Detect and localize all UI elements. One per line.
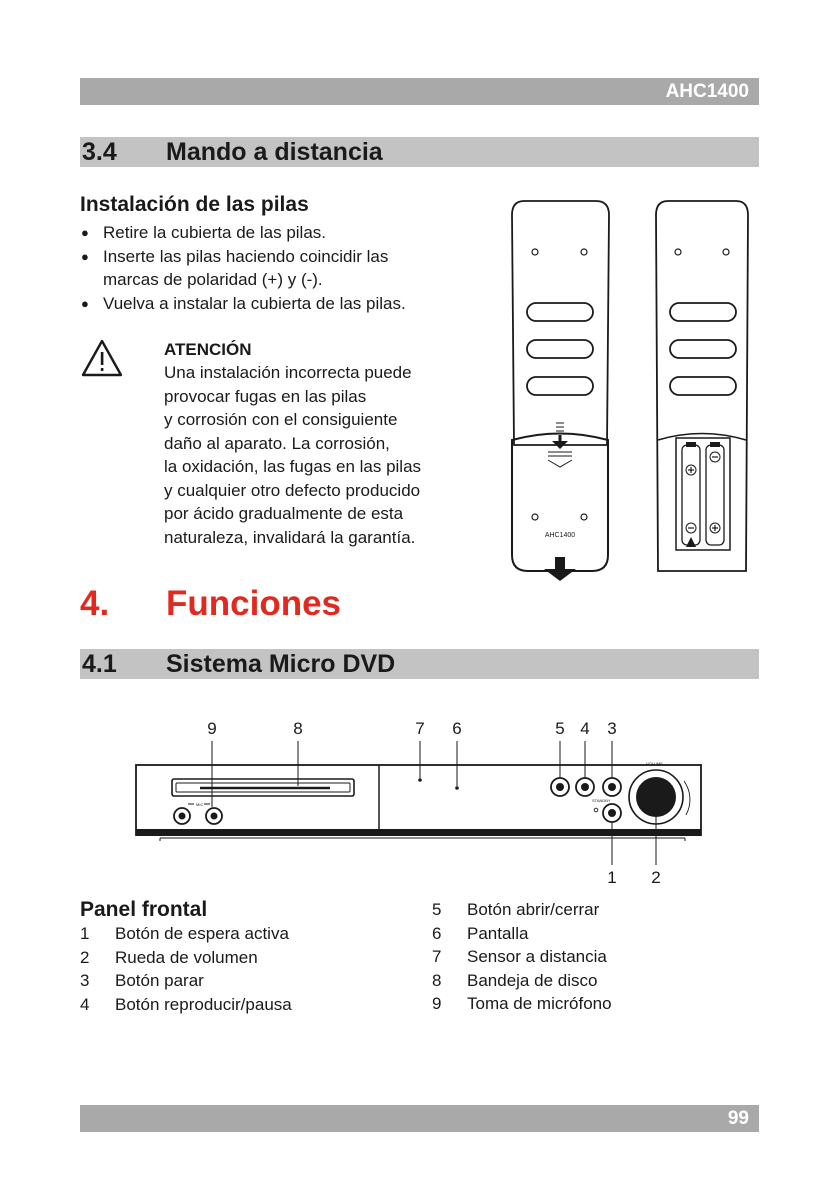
step-item: ● Inserte las pilas haciendo coincidir las: [80, 245, 406, 269]
polarity-marks: [688, 457, 718, 531]
legend-number: 1: [80, 924, 90, 943]
section-4-1-heading: [80, 649, 759, 679]
remote-battery-illustration: [500, 195, 760, 585]
chapter-number: 4.: [80, 584, 110, 623]
section-title: Mando a distancia: [166, 138, 383, 166]
legend-label: Botón parar: [115, 971, 204, 990]
mic-label: MIC: [196, 802, 204, 807]
legend-number: 4: [80, 994, 90, 1014]
device-body: [136, 765, 701, 841]
warning-heading: ATENCIÓN: [164, 340, 252, 359]
page-number: 99: [727, 1108, 749, 1129]
warning-line: naturaleza, invalidará la garantía.: [164, 527, 416, 547]
legend-label: Botón reproducir/pausa: [115, 994, 292, 1014]
warning-line: y corrosión con el consiguiente: [164, 410, 398, 429]
callout-9: 9: [207, 719, 217, 738]
legend-label: Botón abrir/cerrar: [467, 900, 600, 919]
standby-label: STANDBY: [592, 798, 611, 803]
legend-number: 3: [80, 971, 90, 990]
battery-contact: [686, 442, 696, 447]
battery-steps-list: [80, 221, 406, 315]
chapter-title: Funciones: [166, 584, 342, 623]
callout-3: 3: [607, 719, 617, 738]
warning-text: [164, 361, 484, 549]
model-name: AHC1400: [665, 81, 749, 102]
warning-line: por ácido gradualmente de esta: [164, 504, 404, 523]
callout-2: 2: [651, 868, 661, 887]
remote-front-illustration: [512, 201, 609, 571]
volume-label: VOLUME: [646, 761, 663, 766]
section-number: 3.4: [82, 138, 117, 166]
callout-7: 7: [415, 719, 425, 738]
section-number: 4.1: [82, 650, 117, 678]
step-item-continuation: marcas de polaridad (+) y (-).: [103, 270, 323, 289]
legend-number: 2: [80, 947, 90, 967]
warning-triangle-icon: [80, 338, 124, 378]
front-panel-heading: Panel frontal: [80, 898, 208, 921]
legend-label: Rueda de volumen: [115, 947, 258, 967]
footer-bar: [80, 1105, 759, 1132]
battery-spring: [686, 537, 696, 547]
battery-install-heading: Instalación de las pilas: [80, 193, 309, 216]
legend-number: 5: [432, 900, 442, 919]
legend-number: 6: [432, 923, 442, 943]
legend-label: Pantalla: [467, 923, 529, 943]
step-item: ● Vuelva a instalar la cubierta de las pilas.: [80, 292, 406, 316]
legend-label: Sensor a distancia: [467, 947, 607, 966]
section-title: Sistema Micro DVD: [166, 650, 396, 678]
legend-number: 7: [432, 947, 442, 966]
warning-line: provocar fugas en las pilas: [164, 386, 367, 406]
callout-5: 5: [555, 719, 565, 738]
header-bar: [80, 78, 759, 105]
slide-arrow-head: [544, 569, 576, 581]
legend-number: 8: [432, 970, 442, 990]
legend-number: 9: [432, 994, 442, 1013]
warning-line: la oxidación, las fugas en las pilas: [164, 457, 422, 476]
callout-lines: [212, 741, 656, 865]
legend-label: Bandeja de disco: [467, 970, 598, 990]
step-item: ● Retire la cubierta de las pilas.: [80, 221, 406, 245]
warning-line: y cualquier otro defecto producido: [164, 480, 421, 500]
battery-contact: [710, 442, 720, 447]
warning-line: daño al aparato. La corrosión,: [164, 433, 390, 453]
section-3-4-heading: [80, 137, 759, 167]
remote-model-label: AHC1400: [544, 532, 576, 539]
callout-4: 4: [580, 719, 590, 738]
slide-arrow-shaft: [555, 557, 565, 571]
callout-6: 6: [452, 719, 462, 738]
remote-back-illustration: [656, 201, 748, 571]
legend-label: Toma de micrófono: [467, 994, 612, 1013]
callout-8: 8: [293, 719, 303, 738]
legend-label: Botón de espera activa: [115, 924, 289, 943]
warning-line: Una instalación incorrecta puede: [164, 363, 412, 382]
callout-1: 1: [607, 868, 617, 887]
micro-dvd-front-panel-illustration: [130, 715, 710, 887]
